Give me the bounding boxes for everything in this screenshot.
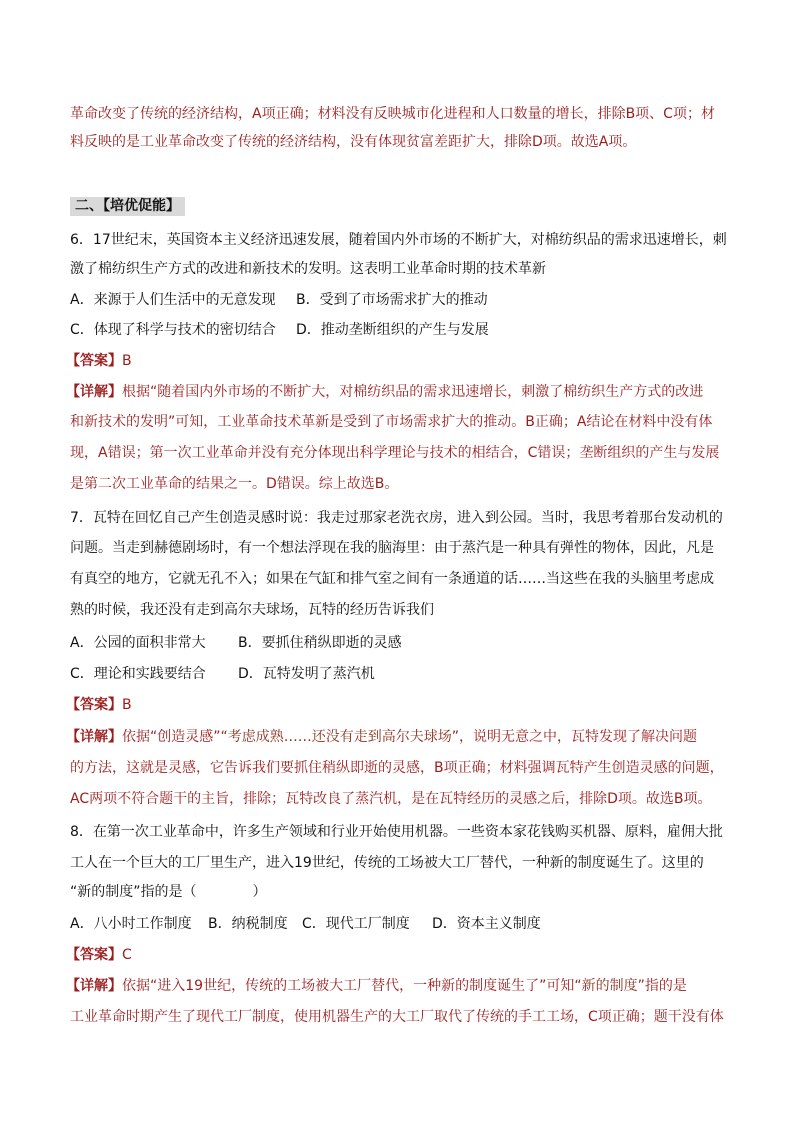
q6-detail-text-1: 根据“随着国内外市场的不断扩大，对棉纺织品的需求迅速增长，刺激了棉纺织生产方式的改进: [122, 384, 704, 400]
q7-detail-text-1c: ，说明无意之中，瓦特发现了解决问题: [459, 729, 698, 745]
q7-detail-line-3: AC两项不符合题干的主旨，排除；瓦特改良了蒸汽机，是在瓦特经历的灵感之后，排除D项。故选B项。: [70, 791, 712, 807]
q7-answer: [66, 695, 132, 715]
q6-detail-label: 【详解】: [66, 384, 122, 400]
q8-detail-line-1: [66, 976, 687, 996]
q7-option-c: C．理论和实践要结合: [70, 666, 206, 682]
q6-detail-line-3: 现，A错误；第一次工业革命并没有充分体现出科学理论与技术的相结合，C错误；垄断组织的产生与发展: [70, 445, 720, 461]
q8-answer: [66, 945, 132, 965]
intro-line-1: 革命改变了传统的经济结构，A项正确；材料没有反映城市化进程和人口数量的增长，排除B项、C项；材: [70, 106, 715, 122]
q6-stem-line-1: 6．17世纪末，英国资本主义经济迅速发展，随着国内外市场的不断扩大，对棉纺织品的需求迅速增长，刺: [70, 232, 727, 248]
q8-detail-label: 【详解】: [66, 978, 122, 994]
q7-option-b: B．要抓住稍纵即逝的灵感: [238, 635, 402, 651]
q6-answer: [66, 351, 132, 371]
q8-detail-line-2: 工业革命时期产生了现代工厂制度，使用机器生产的大工厂取代了传统的手工工场，C项正确；题干没有体: [70, 1009, 724, 1025]
q8-option-a: A．八小时工作制度: [70, 916, 192, 932]
q7-answer-value: B: [122, 697, 132, 713]
q7-option-a: A．公园的面积非常大: [70, 635, 206, 651]
q7-option-d: D．瓦特发明了蒸汽机: [238, 666, 375, 682]
q6-detail-line-1: [66, 382, 703, 402]
q6-option-c: C．体现了科学与技术的密切结合: [70, 322, 276, 338]
q8-detail-text-1a: 依据“进入19世纪，传统的工场被大工厂替代，一种新的制度诞生了”可知: [122, 978, 575, 994]
q6-option-b: B．受到了市场需求扩大的推动: [296, 292, 488, 308]
q8-answer-value: C: [122, 947, 132, 963]
q7-stem-line-4: 熟的时候，我还没有走到高尔夫球场，瓦特的经历告诉我们: [70, 602, 434, 618]
q8-detail-text-1c: 指的是: [644, 978, 687, 994]
q7-detail-label: 【详解】: [66, 729, 122, 745]
q6-detail-line-4: 是第二次工业革命的结果之一。D错误。综上故选B。: [70, 476, 399, 492]
q6-detail-line-2: 和新技术的发明”可知，工业革命技术革新是受到了市场需求扩大的推动。B正确；A结论在材料中没有体: [70, 414, 713, 430]
q8-stem-line-1: 8．在第一次工业革命中，许多生产领域和行业开始使用机器。一些资本家花钱购买机器、原料，雇佣大批: [70, 824, 723, 840]
q6-answer-label: 【答案】: [66, 353, 122, 369]
q6-answer-value: B: [122, 353, 132, 369]
q7-detail-line-2: 的方法，这就是灵感，它告诉我们要抓住稍纵即逝的灵感，B项正确；材料强调瓦特产生创造灵感的问题，: [70, 760, 724, 776]
q7-stem-line-3: 有真空的地方，它就无孔不入；如果在气缸和排气室之间有一条通道的话……当这些在我的头脑里考虑成: [70, 571, 714, 587]
section-label: 二、【培优促能】: [70, 197, 185, 216]
q8-detail-quote: “新的制度”: [574, 978, 645, 994]
q8-answer-label: 【答案】: [66, 947, 122, 963]
q7-stem-line-2: 问题。当走到赫德剧场时，有一个想法浮现在我的脑海里：由于蒸汽是一种具有弹性的物体，因此，凡是: [70, 540, 714, 556]
q6-stem-line-2: 激了棉纺织生产方式的改进和新技术的发明。这表明工业革命时期的技术革新: [70, 261, 546, 277]
q7-detail-line-1: [66, 727, 697, 747]
q6-option-d: D．推动垄断组织的产生与发展: [296, 322, 489, 338]
intro-line-2: 料反映的是工业革命改变了传统的经济结构，没有体现贫富差距扩大，排除D项。故选A项。: [70, 134, 637, 150]
q7-stem-line-1: 7．瓦特在回忆自己产生创造灵感时说：我走过那家老洗衣房，进入到公园。当时，我思考着那台发动机的: [70, 510, 723, 526]
q8-option-d: D．资本主义制度: [432, 916, 541, 932]
q8-option-c: C．现代工厂制度: [302, 916, 410, 932]
q7-answer-label: 【答案】: [66, 697, 122, 713]
q6-option-a: A．来源于人们生活中的无意发现: [70, 292, 276, 308]
q7-detail-quote: “考虑成熟……还没有走到高尔夫球场”: [220, 729, 460, 745]
q8-stem-line-2: 工人在一个巨大的工厂里生产，进入19世纪，传统的工场被大工厂替代，一种新的制度诞生了。这里的: [70, 855, 704, 871]
q7-detail-text-1a: 依据“创造灵感”: [122, 729, 221, 745]
q8-option-b: B．纳税制度: [208, 916, 288, 932]
q8-stem-line-3: “新的制度”指的是（ ）: [70, 884, 267, 900]
